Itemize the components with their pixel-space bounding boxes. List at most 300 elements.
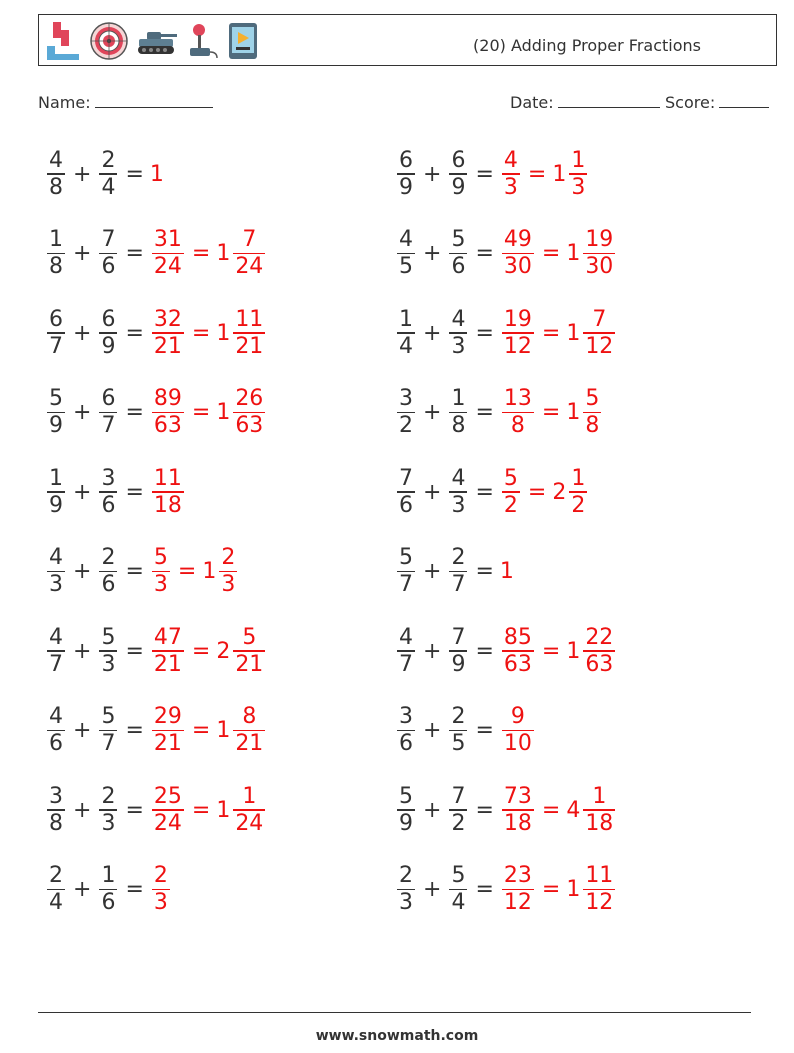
answer-fraction [152,227,184,279]
addend-fraction-numerator: 2 [451,545,466,571]
name-label: Name: [38,93,91,112]
answer-mixed-fraction [583,625,615,677]
answer-mixed-fraction-numerator: 8 [242,704,257,730]
addend-fraction-numerator: 5 [399,783,413,809]
problem-item [45,619,267,683]
answer-mixed-fraction-numerator: 11 [235,306,264,332]
plus-sign: + [73,877,92,902]
addend-fraction-denominator: 8 [49,810,63,836]
answer-mixed-fraction [233,704,265,756]
answer-mixed-fraction-numerator: 2 [221,545,236,571]
answer [500,148,589,200]
answer-fraction-denominator: 24 [153,254,182,280]
addend-fraction-numerator: 3 [49,783,63,809]
addend-fraction-denominator: 3 [399,890,413,916]
addend-fraction-numerator: 1 [49,227,63,253]
problem-item [395,381,603,445]
answer-fraction-denominator: 63 [503,651,532,677]
addend-fraction-numerator: 3 [399,386,413,412]
answer-mixed-fraction-denominator: 30 [585,254,614,280]
addend-fraction [397,307,415,359]
answer-fraction-denominator: 63 [153,413,182,439]
answer-fraction-numerator: 11 [153,465,182,491]
addend-fraction [449,148,467,200]
equals-sign: = [475,400,494,425]
addend-fraction-denominator: 8 [451,413,466,439]
addend-fraction-denominator: 9 [399,174,413,200]
answer-mixed-fraction [233,227,265,279]
answer-mixed-fraction-denominator: 12 [585,890,614,916]
addend-fraction-numerator: 6 [399,147,413,173]
addend-fraction [397,227,415,279]
addend-fraction [397,625,415,677]
answer-fraction-numerator: 49 [503,227,532,253]
addend-fraction-denominator: 6 [101,890,116,916]
plus-sign: + [423,638,442,664]
addend-fraction [99,545,117,597]
answer-fraction [152,704,184,756]
addend-fraction-denominator: 9 [101,333,116,359]
answer-mixed-fraction [583,784,615,836]
addend-fraction [47,307,65,359]
addend-fraction-denominator: 9 [49,413,63,439]
equals-sign: = [125,559,144,584]
addend-fraction-numerator: 5 [451,227,466,253]
addend-fraction-denominator: 9 [451,651,466,677]
problem-item [45,301,267,365]
plus-sign: + [423,161,442,187]
addend-fraction-denominator: 7 [399,651,413,677]
worksheet-title: (20) Adding Proper Fractions [473,36,701,55]
answer-fraction [152,784,184,836]
plus-sign: + [423,559,442,584]
answer-mixed-fraction-numerator: 7 [592,306,607,332]
answer-equals-sign: = [541,320,561,346]
answer-whole-number: 1 [566,320,581,346]
answer-fraction-denominator: 2 [503,492,518,518]
answer-mixed-fraction [233,625,265,677]
problem-item [45,540,239,604]
addend-fraction-denominator: 6 [451,254,466,280]
answer [500,386,603,438]
answer-equals-sign: = [541,638,561,664]
addend-fraction [99,148,117,200]
addend-fraction-numerator: 7 [451,624,466,650]
addend-fraction-denominator: 7 [49,333,63,359]
addend-fraction-numerator: 2 [101,147,116,173]
answer-fraction-numerator: 4 [503,147,518,173]
problem-item [45,222,267,286]
answer-mixed-fraction-numerator: 1 [571,465,586,491]
answer-mixed-fraction [583,386,601,438]
answer-equals-sign: = [191,797,211,823]
addend-fraction [47,466,65,518]
addend-fraction-numerator: 4 [451,465,466,491]
answer-mixed-fraction-denominator: 24 [235,254,264,280]
answer-fraction-numerator: 5 [503,465,518,491]
plus-sign: + [73,320,92,346]
addend-fraction [47,386,65,438]
addend-fraction [99,704,117,756]
answer-fraction-denominator: 3 [503,174,518,200]
answer-fraction-denominator: 8 [510,413,525,439]
addend-fraction-denominator: 2 [451,810,466,836]
answer-mixed-fraction-denominator: 2 [571,492,586,518]
addend-fraction [449,625,467,677]
answer-mixed-fraction-numerator: 1 [571,147,586,173]
answer-whole-number: 1 [566,241,581,266]
plus-sign: + [423,479,442,505]
addend-fraction-denominator: 2 [399,413,413,439]
addend-fraction-numerator: 2 [451,704,466,730]
plus-sign: + [73,559,92,584]
addend-fraction-numerator: 4 [399,624,413,650]
answer-fraction [502,625,534,677]
addend-fraction [99,784,117,836]
addend-fraction [99,625,117,677]
answer-fraction-numerator: 47 [153,624,182,650]
answer-mixed-fraction-denominator: 63 [235,413,264,439]
problem-item [45,699,267,763]
addend-fraction [47,545,65,597]
addend-fraction-numerator: 1 [399,306,413,332]
equals-sign: = [125,241,144,266]
answer-mixed-fraction-numerator: 22 [585,624,614,650]
addend-fraction-numerator: 1 [49,465,63,491]
answer-mixed-fraction [583,863,615,915]
addend-fraction-denominator: 4 [101,174,116,200]
answer-whole-number: 1 [499,559,514,584]
answer-fraction-denominator: 21 [153,651,182,677]
answer-fraction-numerator: 25 [153,783,182,809]
answer-mixed-fraction [233,307,265,359]
answer-fraction-denominator: 3 [153,890,168,916]
addend-fraction-denominator: 9 [49,492,63,518]
answer-mixed-fraction-denominator: 63 [585,651,614,677]
answer-mixed-fraction [583,227,615,279]
answer [500,704,536,756]
answer [150,386,267,438]
problem-item [395,858,617,922]
answer-whole-number: 1 [566,400,581,425]
answer-fraction-numerator: 73 [503,783,532,809]
answer-mixed-fraction-denominator: 18 [585,810,614,836]
problem-item [395,540,515,604]
problem-item [395,778,617,842]
answer-mixed-fraction-numerator: 19 [585,227,614,253]
addend-fraction-numerator: 2 [101,545,116,571]
answer-whole-number: 2 [552,479,567,505]
problem-item [395,460,589,524]
addend-fraction-numerator: 3 [399,704,413,730]
addend-fraction [397,704,415,756]
addend-fraction-denominator: 7 [451,572,466,598]
addend-fraction-numerator: 2 [101,783,116,809]
answer-fraction-denominator: 12 [503,890,532,916]
answer-fraction [152,625,184,677]
addend-fraction-numerator: 1 [101,863,116,889]
problem-item [45,858,172,922]
addend-fraction [47,704,65,756]
plus-sign: + [423,400,442,425]
answer-equals-sign: = [191,320,211,346]
equals-sign: = [125,161,144,187]
addend-fraction-denominator: 4 [399,333,413,359]
addend-fraction [397,784,415,836]
answer-mixed-fraction-numerator: 5 [585,386,600,412]
answer-equals-sign: = [191,718,211,743]
addend-fraction-denominator: 5 [451,731,466,757]
plus-sign: + [423,241,442,266]
addend-fraction [397,148,415,200]
answer-mixed-fraction [569,148,587,200]
answer-fraction [152,466,184,518]
footer-divider [38,1012,751,1013]
addend-fraction-numerator: 2 [49,863,63,889]
plus-sign: + [423,320,442,346]
addend-fraction-denominator: 7 [101,731,116,757]
addend-fraction [47,227,65,279]
plus-sign: + [73,718,92,743]
answer-mixed-fraction-numerator: 1 [592,783,607,809]
addend-fraction-numerator: 3 [101,465,116,491]
addend-fraction-numerator: 4 [49,147,63,173]
addend-fraction-denominator: 8 [49,254,63,280]
answer-fraction-numerator: 29 [153,704,182,730]
equals-sign: = [475,797,494,823]
answer-equals-sign: = [191,638,211,664]
equals-sign: = [475,559,494,584]
equals-sign: = [475,718,494,743]
answer-fraction-numerator: 89 [153,386,182,412]
answer [500,227,617,279]
answer [500,559,515,584]
answer-fraction [502,784,534,836]
answer-mixed-fraction-denominator: 3 [221,572,236,598]
answer [150,307,267,359]
equals-sign: = [475,638,494,664]
addend-fraction [449,307,467,359]
equals-sign: = [125,718,144,743]
plus-sign: + [73,400,92,425]
equals-sign: = [475,479,494,505]
answer-mixed-fraction-denominator: 21 [235,731,264,757]
addend-fraction-numerator: 1 [451,386,466,412]
equals-sign: = [125,797,144,823]
answer-mixed-fraction-numerator: 5 [242,624,257,650]
answer-mixed-fraction [233,784,265,836]
answer-whole-number: 1 [566,877,581,902]
addend-fraction [47,148,65,200]
addend-fraction-numerator: 5 [101,704,116,730]
addend-fraction-numerator: 5 [451,863,466,889]
equals-sign: = [125,320,144,346]
plus-sign: + [423,797,442,823]
answer-equals-sign: = [541,241,561,266]
answer-whole-number: 1 [552,161,567,187]
answer [150,625,267,677]
equals-sign: = [475,241,494,266]
answer [150,545,239,597]
answer-mixed-fraction [219,545,237,597]
answer-equals-sign: = [527,161,547,187]
answer-whole-number: 1 [216,320,231,346]
addend-fraction [449,545,467,597]
answer-fraction-denominator: 18 [503,810,532,836]
addend-fraction-denominator: 3 [101,810,116,836]
addend-fraction-numerator: 5 [49,386,63,412]
answer-fraction [152,307,184,359]
answer-mixed-fraction-denominator: 8 [585,413,600,439]
addend-fraction-denominator: 6 [101,572,116,598]
answer-fraction-numerator: 9 [510,704,525,730]
answer-fraction-numerator: 85 [503,624,532,650]
addend-fraction-numerator: 5 [399,545,413,571]
answer-fraction-denominator: 12 [503,333,532,359]
answer [150,784,267,836]
answer-fraction [502,386,534,438]
answer-fraction-denominator: 18 [153,492,182,518]
footer-site: www.snowmath.com [315,1028,479,1044]
plus-sign: + [73,479,92,505]
addend-fraction-numerator: 4 [49,704,63,730]
addend-fraction [47,784,65,836]
answer-equals-sign: = [191,400,211,425]
problem-item [45,460,186,524]
answer-mixed-fraction-denominator: 24 [235,810,264,836]
answer-whole-number: 2 [216,638,231,664]
answer-mixed-fraction-denominator: 21 [235,651,264,677]
addend-fraction-denominator: 7 [399,572,413,598]
answer-mixed-fraction [583,307,615,359]
problem-item [45,142,165,206]
equals-sign: = [125,479,144,505]
addend-fraction-denominator: 5 [399,254,413,280]
addend-fraction [449,863,467,915]
answer-fraction-numerator: 19 [503,306,532,332]
answer-whole-number: 1 [149,161,164,187]
addend-fraction-numerator: 4 [399,227,413,253]
problem-item [395,699,536,763]
addend-fraction-numerator: 7 [451,783,466,809]
addend-fraction-numerator: 6 [101,386,116,412]
answer-mixed-fraction-numerator: 1 [242,783,257,809]
answer-whole-number: 1 [216,797,231,823]
answer-mixed-fraction-denominator: 3 [571,174,586,200]
answer-fraction-numerator: 2 [153,863,168,889]
answer [150,227,267,279]
addend-fraction [397,386,415,438]
equals-sign: = [475,877,494,902]
answer-fraction [502,307,534,359]
addend-fraction-numerator: 6 [101,306,116,332]
answer-fraction [502,148,520,200]
equals-sign: = [125,877,144,902]
addend-fraction-numerator: 4 [49,624,63,650]
addend-fraction-denominator: 9 [451,174,466,200]
answer-whole-number: 1 [566,638,581,664]
addend-fraction-denominator: 4 [451,890,466,916]
problem-item [395,142,589,206]
answer-fraction-numerator: 13 [503,386,532,412]
answer [500,625,617,677]
addend-fraction-denominator: 8 [49,174,63,200]
addend-fraction-denominator: 3 [451,492,466,518]
addend-fraction [99,386,117,438]
answer-whole-number: 1 [216,400,231,425]
answer-fraction-denominator: 30 [503,254,532,280]
answer-fraction [502,863,534,915]
addend-fraction [397,545,415,597]
answer-fraction [152,863,170,915]
addend-fraction [99,227,117,279]
addend-fraction-denominator: 6 [101,492,116,518]
answer [500,466,589,518]
addend-fraction [99,863,117,915]
answer [500,863,617,915]
addend-fraction-denominator: 6 [49,731,63,757]
addend-fraction-numerator: 4 [49,545,63,571]
answer-whole-number: 1 [216,241,231,266]
answer [500,307,617,359]
problem-item [45,778,267,842]
addend-fraction [397,466,415,518]
answer-mixed-fraction [569,466,587,518]
addend-fraction-denominator: 6 [101,254,116,280]
addend-fraction [449,386,467,438]
answer-fraction-numerator: 5 [153,545,168,571]
answer-mixed-fraction-numerator: 7 [242,227,257,253]
addend-fraction [397,863,415,915]
answer-fraction-denominator: 21 [153,731,182,757]
plus-sign: + [73,797,92,823]
answer-mixed-fraction-denominator: 12 [585,333,614,359]
answer-equals-sign: = [541,400,561,425]
answer-fraction-denominator: 3 [153,572,168,598]
answer-whole-number: 1 [216,718,231,743]
answer-equals-sign: = [177,559,197,584]
addend-fraction-numerator: 7 [399,465,413,491]
addend-fraction [449,784,467,836]
answer-fraction [502,227,534,279]
answer-fraction [152,386,184,438]
problem-item [395,301,617,365]
addend-fraction-denominator: 3 [451,333,466,359]
plus-sign: + [73,638,92,664]
answer-fraction [502,466,520,518]
addend-fraction [47,625,65,677]
answer-equals-sign: = [541,877,561,902]
addend-fraction [449,466,467,518]
answer-fraction [502,704,534,756]
addend-fraction-denominator: 4 [49,890,63,916]
addend-fraction-numerator: 7 [101,227,116,253]
addend-fraction [99,307,117,359]
score-label: Score: [665,93,716,112]
addend-fraction-denominator: 3 [49,572,63,598]
addend-fraction [47,863,65,915]
addend-fraction-numerator: 5 [101,624,116,650]
answer-equals-sign: = [541,797,561,823]
answer-mixed-fraction-numerator: 26 [235,386,264,412]
addend-fraction [99,466,117,518]
answer-fraction-denominator: 24 [153,810,182,836]
addend-fraction-numerator: 2 [399,863,413,889]
date-label: Date: [510,93,554,112]
problem-item [45,381,267,445]
answer-mixed-fraction-numerator: 11 [585,863,614,889]
equals-sign: = [125,638,144,664]
